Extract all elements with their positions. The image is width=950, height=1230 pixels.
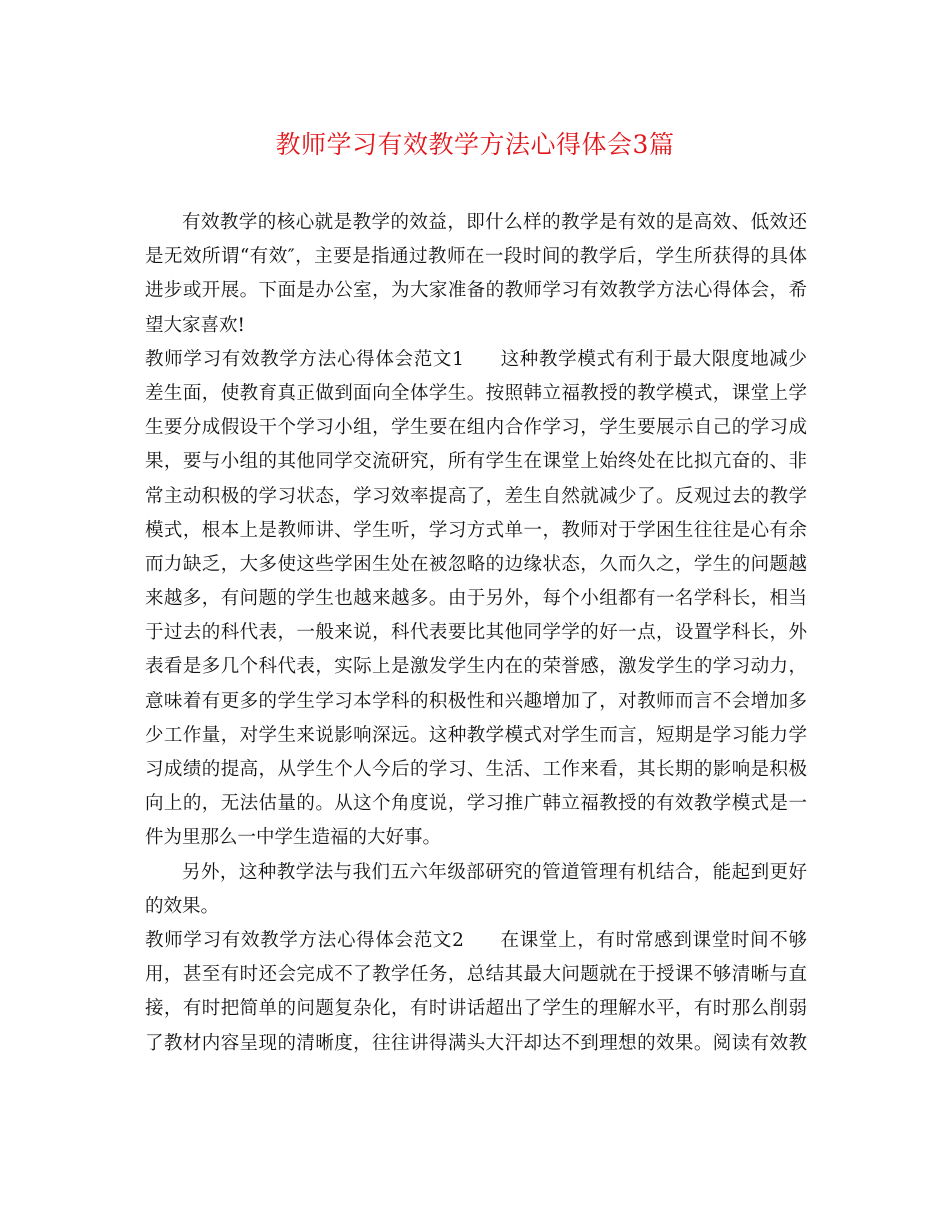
- section-heading-2: 教师学习有效教学方法心得体会范文2: [145, 929, 464, 951]
- paragraph-line: 在课堂上，有时常感到课堂时间不够: [499, 929, 807, 951]
- paragraph-line: 望大家喜欢!: [145, 314, 245, 336]
- section-heading-line-2: [145, 924, 807, 958]
- paragraph-line: 模式，根本上是教师讲、学生听，学习方式单一，教师对于学困生往往是心有余: [145, 519, 807, 541]
- paragraph-line: 来越多，有问题的学生也越来越多。由于另外，每个小组都有一名学科长，相当: [145, 588, 807, 610]
- paragraph-line: 是无效所谓“有效″，主要是指通过教师在一段时间的教学后，学生所获得的具体: [145, 246, 807, 268]
- paragraph-line: 接，有时把简单的问题复杂化，有时讲话超出了学生的理解水平，有时那么削弱: [145, 998, 807, 1020]
- paragraph-line: 件为里那么一中学生造福的大好事。: [145, 827, 442, 849]
- paragraph-line: 向上的，无法估量的。从这个角度说，学习推广韩立福教授的有效教学模式是一: [145, 793, 807, 815]
- paragraph-line: 进步或开展。下面是办公室，为大家准备的教师学习有效教学方法心得体会，希: [145, 280, 807, 302]
- document-title: 教师学习有效教学方法心得体会3篇: [275, 130, 675, 159]
- paragraph-line: 了教材内容呈现的清晰度，往往讲得满头大汗却达不到理想的效果。阅读有效教: [145, 1032, 807, 1054]
- paragraph-line: 果，要与小组的其他同学交流研究，所有学生在课堂上始终处在比拟亢奋的、非: [145, 451, 807, 473]
- paragraph-line: 有效教学的核心就是教学的效益，即什么样的教学是有效的是高效、低效还: [182, 212, 807, 233]
- section-heading-line-1: [145, 343, 807, 377]
- paragraph-line: 这种教学模式有利于最大限度地减少: [499, 348, 807, 370]
- document-body: [145, 206, 807, 1061]
- paragraph-line: 意味着有更多的学生学习本学科的积极性和兴趣增加了，对教师而言不会增加多: [145, 690, 807, 712]
- paragraph-line: 另外，这种教学法与我们五六年级部研究的管道管理有机结合，能起到更好: [182, 861, 807, 883]
- paragraph-line: 的效果。: [145, 895, 220, 917]
- section-heading-1: 教师学习有效教学方法心得体会范文1: [145, 348, 464, 370]
- paragraph-line: 生要分成假设干个学习小组，学生要在组内合作学习，学生要展示自己的学习成: [145, 417, 807, 439]
- paragraph-line: 而力缺乏，大多使这些学困生处在被忽略的边缘状态，久而久之，学生的问题越: [145, 553, 807, 575]
- paragraph-line: 差生面，使教育真正做到面向全体学生。按照韩立福教授的教学模式，课堂上学: [145, 382, 807, 404]
- paragraph-line: 习成绩的提高，从学生个人今后的学习、生活、工作来看，其长期的影响是积极: [145, 759, 807, 780]
- paragraph-line: 表看是多几个科代表，实际上是激发学生内在的荣誉感，激发学生的学习动力，: [145, 656, 807, 678]
- paragraph-line: 于过去的科代表，一般来说，科代表要比其他同学学的好一点，设置学科长，外: [145, 622, 807, 644]
- paragraph-line: 用，甚至有时还会完成不了教学任务，总结其最大问题就在于授课不够清晰与直: [145, 964, 807, 986]
- paragraph-line: 常主动积极的学习状态，学习效率提高了，差生自然就减少了。反观过去的教学: [145, 485, 807, 507]
- paragraph-line: 少工作量，对学生来说影响深远。这种教学模式对学生而言，短期是学习能力学: [145, 724, 807, 746]
